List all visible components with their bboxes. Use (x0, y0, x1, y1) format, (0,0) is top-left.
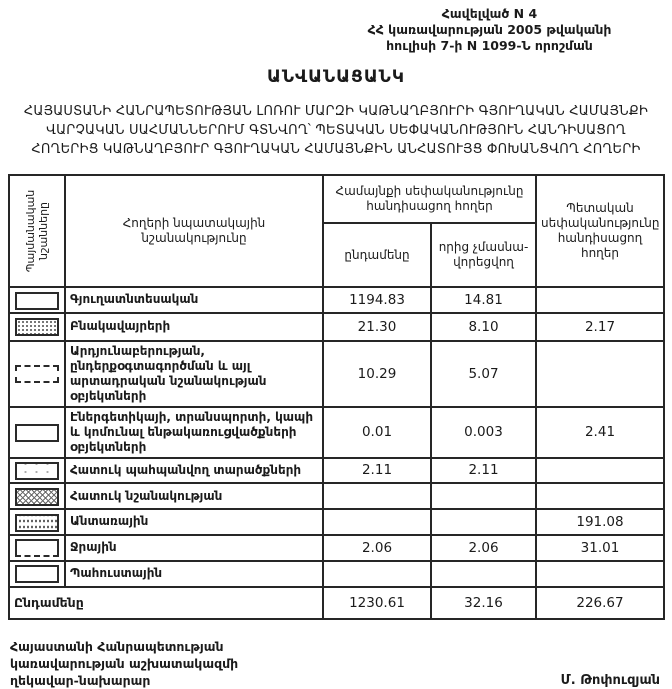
column-header-symbols-label: Պայմանական նշանները (24, 189, 50, 273)
value-non-privatized: 2.06 (431, 535, 536, 561)
row-label: Անտառային (65, 509, 323, 535)
legend-cell (9, 561, 65, 587)
value-total (323, 561, 431, 587)
legend-cell (9, 458, 65, 484)
column-group-header-community: Համայնքի սեփականությունը հանդիսացող հողեր (323, 175, 536, 223)
annex-reference-block (317, 6, 662, 54)
legend-cell (9, 313, 65, 341)
total-value-total: 1230.61 (323, 587, 431, 619)
table-row (9, 287, 664, 313)
signatory-position-line: ղեկավար-նախարար (10, 672, 151, 688)
signatory-position-block (10, 638, 238, 689)
value-state (536, 287, 664, 313)
legend-swatch-plain-icon (15, 292, 59, 310)
value-total: 2.06 (323, 535, 431, 561)
value-non-privatized: 14.81 (431, 287, 536, 313)
row-label: Հատուկ նշանակության (65, 483, 323, 509)
value-non-privatized: 2.11 (431, 458, 536, 484)
row-label: Հատուկ պահպանվող տարածքների (65, 458, 323, 484)
column-header-purpose: Հողերի նպատակային նշանակությունը (65, 175, 323, 287)
table-row (9, 313, 664, 341)
legend-cell (9, 287, 65, 313)
legend-cell (9, 483, 65, 509)
value-state (536, 561, 664, 587)
column-header-total: ընդամենը (323, 223, 431, 287)
legend-cell (9, 535, 65, 561)
value-non-privatized: 0.003 (431, 407, 536, 458)
signatory-position-line: կառավարության աշխատակազմի (10, 655, 239, 671)
value-state (536, 341, 664, 407)
legend-cell (9, 407, 65, 458)
value-state: 2.41 (536, 407, 664, 458)
table-row (9, 407, 664, 458)
legend-swatch-fine-dots-icon (15, 318, 59, 336)
legend-swatch-dot-rows-icon (15, 514, 59, 532)
table-row (9, 561, 664, 587)
table-row (9, 341, 664, 407)
value-state (536, 458, 664, 484)
table-total-row (9, 587, 664, 619)
value-total: 1194.83 (323, 287, 431, 313)
row-label: Գյուղատնտեսական (65, 287, 323, 313)
legend-swatch-plain-icon (15, 565, 59, 583)
total-row-label: Ընդամենը (9, 587, 323, 619)
value-total (323, 509, 431, 535)
column-header-symbols (9, 175, 65, 287)
table-row (9, 509, 664, 535)
value-total: 10.29 (323, 341, 431, 407)
row-label: Արդյունաբերության, ընդերքօգտագործման և այլ արտադրական նշանակության օբյեկտների (65, 341, 323, 407)
page-title: ԱՆՎԱՆԱՑԱՆԿ (267, 67, 405, 87)
row-label: Պահուստային (65, 561, 323, 587)
legend-swatch-crosshatch-icon (15, 488, 59, 506)
subtitle-line: ՀԱՅԱՍՏԱՆԻ ՀԱՆՐԱՊԵՏՈՒԹՅԱՆ ԼՈՌՈՒ ՄԱՐԶԻ ԿԱԹՆԱՂԲՅՈՒՐԻ ԳՅՈՒՂԱԿԱՆ ՀԱՄԱՅՆՔԻ (23, 104, 649, 119)
signatory-position-line: Հայաստանի Հանրապետության (10, 638, 224, 654)
value-non-privatized: 5.07 (431, 341, 536, 407)
table-row (9, 458, 664, 484)
legend-swatch-sparse-dots-icon (15, 462, 59, 480)
legend-swatch-plain-icon (15, 424, 59, 442)
value-state: 191.08 (536, 509, 664, 535)
subtitle-line: ՎԱՐՉԱԿԱՆ ՍԱՀՄԱՆՆԵՐՈՒՄ ԳՏՆՎՈՂ՝ ՊԵՏԱԿԱՆ ՍԵՓԱԿԱՆՈՒԹՅՈՒՆ ՀԱՆԴԻՍԱՑՈՂ (46, 123, 626, 138)
annex-line: ՀՀ կառավարության 2005 թվականի (367, 22, 612, 37)
row-label: Էներգետիկայի, տրանսպորտի, կապի և կոմունալ ենթակառուցվածքների օբյեկտների (65, 407, 323, 458)
value-non-privatized (431, 509, 536, 535)
value-total: 2.11 (323, 458, 431, 484)
value-non-privatized: 8.10 (431, 313, 536, 341)
value-state: 2.17 (536, 313, 664, 341)
subtitle-line: ՀՈՂԵՐԻՑ ԿԱԹՆԱՂԲՅՈՒՐ ԳՅՈՒՂԱԿԱՆ ՀԱՄԱՅՆՔԻՆ ԱՆՀԱՏՈՒՅՑ ՓՈԽԱՆՑՎՈՂ ՀՈՂԵՐԻ (31, 142, 641, 157)
legend-cell (9, 509, 65, 535)
legend-cell (9, 341, 65, 407)
total-value-state: 226.67 (536, 587, 664, 619)
land-distribution-table (8, 174, 665, 620)
document-subtitle (8, 102, 664, 159)
table-row (9, 535, 664, 561)
column-header-state-lands: Պետական սեփականությունը հանդիսացող հողեր (536, 175, 664, 287)
table-row (9, 483, 664, 509)
column-header-non-privatized: որից չմասնա-վորեցվող (431, 223, 536, 287)
value-state: 31.01 (536, 535, 664, 561)
value-state (536, 483, 664, 509)
value-total: 21.30 (323, 313, 431, 341)
row-label: Բնակավայրերի (65, 313, 323, 341)
value-total (323, 483, 431, 509)
row-label: Ջրային (65, 535, 323, 561)
signatory-name: Մ. Թոփուզյան (560, 672, 660, 688)
legend-swatch-dashed-icon (15, 365, 59, 383)
legend-swatch-dashed-bottom-icon (15, 539, 59, 557)
value-non-privatized (431, 483, 536, 509)
value-non-privatized (431, 561, 536, 587)
value-total: 0.01 (323, 407, 431, 458)
document-footer (8, 638, 664, 689)
annex-line: Հավելված N 4 (441, 6, 538, 21)
annex-line: հուլիսի 7-ի N 1099-Ն որոշման (386, 38, 593, 53)
total-value-non-privatized: 32.16 (431, 587, 536, 619)
